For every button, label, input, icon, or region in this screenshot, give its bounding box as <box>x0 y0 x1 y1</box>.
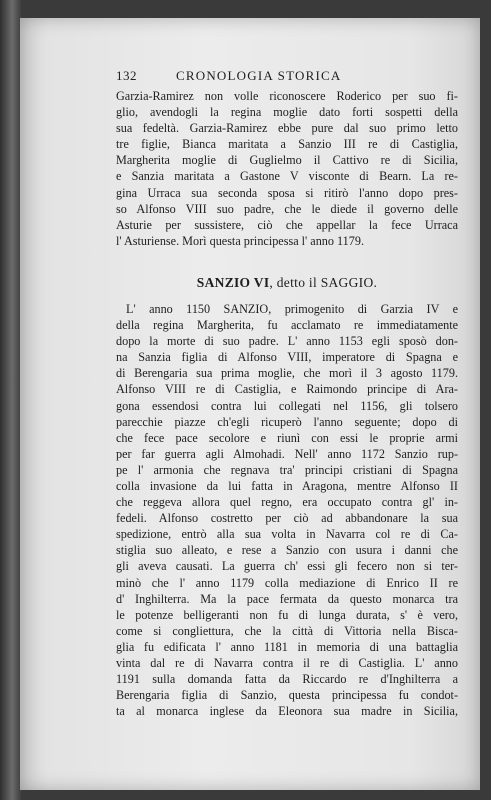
text-line: le potenze belligeranti non fu di lunga durata, s' è vero, <box>116 607 458 622</box>
page-number: 132 <box>116 68 137 83</box>
text-line: ta al monarca inglese da Eleonora sua madre in Sicilia, <box>116 704 458 719</box>
text-line: di Berengaria sua prima moglie, che morì il 3 agosto 1179. <box>116 366 458 381</box>
text-line: sua fedeltà. Garzia-Ramirez ebbe pure dal suo primo letto <box>116 121 458 136</box>
text-line: glio, avendogli la regina moglie dato forti sospetti della <box>116 105 458 120</box>
page-content <box>116 68 458 719</box>
text-line: d' Inghilterra. Ma la pace fermata da questo monarca tra <box>116 591 458 606</box>
text-line: gona essendosi contra lui collegati nel 1156, gli tolsero <box>116 398 458 413</box>
text-line: dopo la morte di suo padre. L' anno 1153 egli sposò don- <box>116 334 458 349</box>
text-line: Margherita moglie di Guglielmo il Cattivo re di Sicilia, <box>116 153 458 168</box>
text-line: per far guerra agli Almohadi. Nell' anno 1172 Sanzio rup- <box>116 446 458 461</box>
text-line: come si congliettura, che la città di Vittoria nella Bisca- <box>116 623 458 638</box>
text-line: colla invasione da lui fatta in Aragona, mentre Alfonso II <box>116 478 458 493</box>
text-line: vinta dal re di Navarra contra il re di Castiglia. L' anno <box>116 656 458 670</box>
running-head <box>116 68 458 86</box>
section-heading-name: SANZIO VI <box>196 274 270 290</box>
text-line: gli aveva causati. La guerra ch' essi gli fecero non si ter- <box>116 559 458 574</box>
text-line: L' anno 1150 SANZIO, primogenito di Garzia IV e <box>126 301 458 316</box>
paragraph-sanzio <box>116 301 458 719</box>
text-line: Garzia-Ramirez non volle riconoscere Roderico per suo fi- <box>116 89 458 103</box>
text-line: parecchie piazze ch'egli ricuperò l'anno seguente; dopo di <box>116 414 458 429</box>
text-line: glia fu edificata l' anno 1181 in memoria di una battaglia <box>116 639 458 654</box>
section-heading <box>116 275 458 291</box>
text-line: Asturie per sussistere, ciò che appellar la fece Urraca <box>116 217 458 232</box>
text-line: 1191 sulla domanda fatta da Riccardo re d'Inghilterra a <box>116 672 458 687</box>
section-heading-rest: , detto il SAGGIO. <box>269 274 378 290</box>
text-line: fedeli. Alfonso costretto per ciò ad abbandonare la sua <box>116 511 458 526</box>
text-line: gina Urraca sua seconda sposa si ritirò l'anno dopo pres- <box>116 185 458 200</box>
text-line: spedizione, entrò alla sua volta in Navarra col re di Ca- <box>116 527 458 542</box>
text-line: na Sanzia figlia di Alfonso VIII, imperatore di Spagna e <box>116 350 458 365</box>
text-line: tre figlie, Bianca maritata a Sanzio III re di Castiglia, <box>116 137 458 152</box>
text-line: Berengaria figlia di Sanzio, questa principessa fu condot- <box>116 688 458 703</box>
text-line: l' Asturiense. Morì questa principessa l' anno 1179. <box>116 233 364 248</box>
text-line: che fece pace secolore e riunì con essi le proprie armi <box>116 430 458 445</box>
text-line: della regina Margherita, fu acclamato re immediatamente <box>116 318 458 333</box>
text-line: so Alfonso VIII suo padre, che le diede il governo delle <box>116 201 458 216</box>
text-line: Alfonso VIII re di Castiglia, e Raimondo principe di Ara- <box>116 382 458 397</box>
text-line: pe l' armonia che regnava tra' principi cristiani di Spagna <box>116 462 458 477</box>
text-line: e Sanzia maritata a Gastone V visconte di Bearn. La re- <box>116 169 458 184</box>
text-line: stiglia suo alleato, e rese a Sanzio con usura i danni che <box>116 543 458 558</box>
paragraph-garzia <box>116 88 458 249</box>
text-line: minò che l' anno 1179 colla mediazione di Enrico II re <box>116 575 458 590</box>
book-page <box>20 18 480 790</box>
running-title: CRONOLOGIA STORICA <box>176 68 342 83</box>
text-line: che reggeva allora quel regno, era occupato contra gl' in- <box>116 495 458 510</box>
